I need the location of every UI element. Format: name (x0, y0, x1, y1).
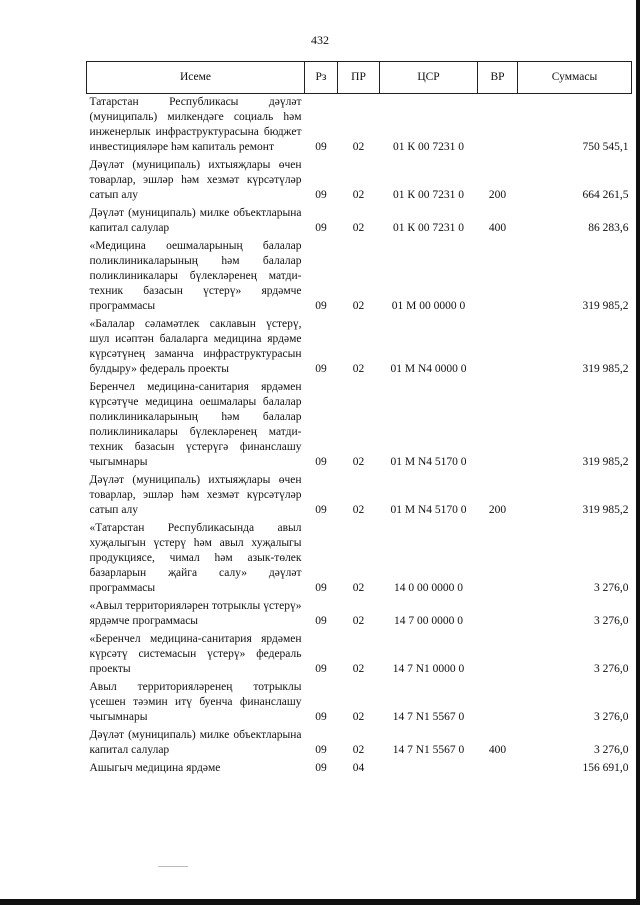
table-row (87, 157, 632, 205)
table-row (87, 205, 632, 238)
cell-pr: 02 (352, 504, 365, 516)
cell-sum: 319 985,2 (582, 504, 629, 516)
cell-csr: 01 К 00 7231 0 (393, 141, 464, 153)
cell-pr: 02 (352, 663, 365, 675)
cell-vr (478, 760, 518, 778)
cell-rz: 09 (315, 663, 327, 675)
cell-vr: 400 (488, 222, 507, 234)
header-vr: ВР (478, 62, 518, 94)
cell-csr: 01 К 00 7231 0 (393, 222, 464, 234)
cell-rz: 09 (315, 744, 327, 756)
table-row (87, 316, 632, 379)
cell-pr: 02 (352, 363, 365, 375)
cell-name: Дәүләт (муниципаль) ихтыяҗлары өчен товарлар, эшләр һәм хезмәт күрсәтүләр сатып алу (89, 159, 302, 201)
table-row (87, 760, 632, 778)
cell-sum: 3 276,0 (594, 615, 629, 627)
cell-pr: 02 (352, 744, 365, 756)
cell-name: «Беренчел медицина-санитария ярдәмен күрсәтү системасын үстерү» федераль проекты (89, 633, 302, 675)
cell-vr (478, 520, 518, 598)
cell-sum: 156 691,0 (582, 762, 629, 774)
cell-csr: 14 7 N1 0000 0 (392, 663, 465, 675)
cell-pr: 02 (352, 300, 365, 312)
cell-rz: 09 (315, 189, 327, 201)
header-rz: Рз (305, 62, 338, 94)
cell-pr: 02 (352, 711, 365, 723)
footer-mark (158, 866, 188, 867)
cell-vr (478, 379, 518, 472)
cell-csr (380, 760, 478, 778)
table-row (87, 94, 632, 158)
header-sum: Суммасы (518, 62, 632, 94)
cell-vr (478, 598, 518, 631)
cell-name: «Балалар сәламәтлек саклавын үстерү, шул исәптән балаларга медицина ярдәме күрсәтүнең заманча инфраструктурасын булдыру» федераль проекты (89, 318, 302, 375)
cell-vr (478, 238, 518, 316)
table-row (87, 520, 632, 598)
cell-vr (478, 631, 518, 679)
cell-sum: 3 276,0 (594, 711, 629, 723)
cell-csr: 14 7 N1 5567 0 (392, 711, 465, 723)
cell-vr (478, 94, 518, 158)
cell-name: Татарстан Республикасы дәүләт (муниципаль) милкендәге социаль һәм инженерлык инфраструктурасына бюджет инвестицияләре һәм капиталь ремонт (89, 96, 302, 153)
cell-rz: 09 (315, 141, 327, 153)
cell-pr: 02 (352, 189, 365, 201)
cell-name: «Татарстан Республикасында авыл хуҗалыгын үстерү һәм авыл хуҗалыгы продукциясе, чимал һәм азык-төлек базарларын җайга салу» дәүләт программасы (89, 522, 302, 594)
cell-csr: 01 М N4 5170 0 (390, 504, 467, 516)
cell-vr: 200 (488, 189, 507, 201)
cell-name: Дәүләт (муниципаль) милке объектларына капитал салулар (89, 729, 302, 756)
cell-csr: 01 К 00 7231 0 (393, 189, 464, 201)
cell-sum: 664 261,5 (582, 189, 629, 201)
cell-name: Авыл территорияләренең тотрыклы үсешен тәэмин итү буенча финанслашу чыгымнары (89, 681, 302, 723)
table-row (87, 679, 632, 727)
cell-rz: 09 (315, 615, 327, 627)
table-row (87, 727, 632, 760)
cell-csr: 01 М N4 0000 0 (390, 363, 467, 375)
cell-sum: 319 985,2 (582, 456, 629, 468)
cell-pr: 02 (352, 222, 365, 234)
cell-csr: 01 М 00 0000 0 (391, 300, 466, 312)
cell-rz: 09 (315, 582, 327, 594)
cell-name: «Авыл территорияләрен тотрыклы үстерү» ярдәмче программасы (89, 600, 302, 627)
cell-rz: 09 (315, 504, 327, 516)
scan-edge-right (636, 0, 640, 905)
cell-name: Беренчел медицина-санитария ярдәмен күрсәтүче медицина оешмалары балалар поликлиникаларының һәм балалар поликлиникалары бүлекләренең матди-техник базасын үстерүгә финанслашу чыгымнары (89, 381, 302, 468)
cell-rz: 09 (315, 762, 327, 774)
table-header-row (87, 62, 632, 94)
header-pr: ПР (338, 62, 380, 94)
cell-csr: 14 7 N1 5567 0 (392, 744, 465, 756)
cell-pr: 04 (352, 762, 365, 774)
table-row (87, 598, 632, 631)
header-name: Исеме (87, 62, 305, 94)
cell-rz: 09 (315, 711, 327, 723)
table-body (87, 94, 632, 779)
cell-pr: 02 (352, 456, 365, 468)
cell-sum: 750 545,1 (582, 141, 629, 153)
cell-sum: 3 276,0 (594, 663, 629, 675)
cell-vr (478, 679, 518, 727)
cell-vr: 400 (488, 744, 507, 756)
cell-sum: 86 283,6 (588, 222, 629, 234)
cell-sum: 3 276,0 (594, 744, 629, 756)
table-row (87, 238, 632, 316)
cell-rz: 09 (315, 300, 327, 312)
cell-sum: 319 985,2 (582, 300, 629, 312)
cell-sum: 319 985,2 (582, 363, 629, 375)
cell-sum: 3 276,0 (594, 582, 629, 594)
cell-csr: 14 7 00 0000 0 (394, 615, 463, 627)
table-row (87, 472, 632, 520)
cell-pr: 02 (352, 141, 365, 153)
scan-edge-bottom (0, 899, 640, 905)
header-csr: ЦСР (380, 62, 478, 94)
cell-name: Дәүләт (муниципаль) милке объектларына капитал салулар (89, 207, 302, 234)
cell-name: «Медицина оешмаларының балалар поликлиникаларының һәм балалар поликлиникалары бүлекләренең матди-техник базасын үстерү» ярдәмче программасы (89, 240, 302, 312)
cell-rz: 09 (315, 222, 327, 234)
cell-rz: 09 (315, 363, 327, 375)
cell-pr: 02 (352, 615, 365, 627)
cell-vr (478, 316, 518, 379)
cell-csr: 01 М N4 5170 0 (390, 456, 467, 468)
page-number: 432 (311, 33, 329, 47)
cell-csr: 14 0 00 0000 0 (394, 582, 463, 594)
budget-table (86, 61, 632, 778)
table-row (87, 631, 632, 679)
table-row (87, 379, 632, 472)
cell-rz: 09 (315, 456, 327, 468)
cell-vr: 200 (488, 504, 507, 516)
cell-name: Ашыгыч медицина ярдәме (89, 762, 221, 774)
cell-pr: 02 (352, 582, 365, 594)
cell-name: Дәүләт (муниципаль) ихтыяҗлары өчен товарлар, эшләр һәм хезмәт күрсәтүләр сатып алу (89, 474, 302, 516)
